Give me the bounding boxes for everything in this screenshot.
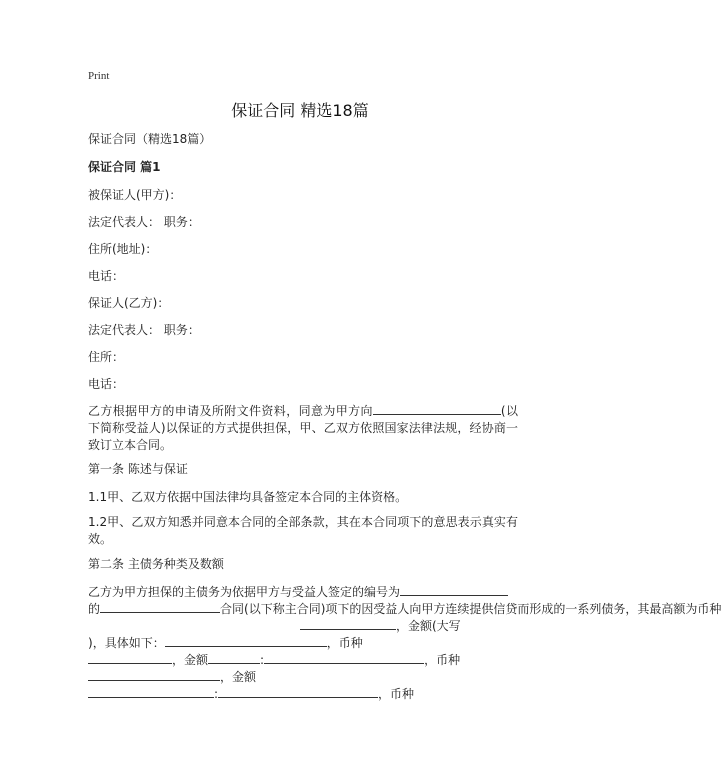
legal-rep-label-2: 法定代表人： 职务： — [88, 323, 200, 337]
detail-blank-5 — [88, 669, 220, 681]
document-subtitle: 保证合同（精选18篇） — [88, 132, 212, 146]
address-label-2: 住所： — [88, 350, 125, 364]
art2-text-2a: 的 — [88, 602, 101, 616]
detail-blank-1 — [165, 635, 327, 647]
art2-text-3a: ，金额(大写 — [396, 619, 461, 633]
address-label-1: 住所(地址)： — [88, 242, 158, 256]
art2-line-5 — [88, 652, 460, 669]
art2-text-3b: ) — [88, 636, 93, 650]
currency-label-1: ，币种 — [326, 636, 363, 650]
art2-line-1 — [88, 584, 508, 601]
detail-blank-3 — [208, 652, 260, 664]
section-title: 保证合同 篇1 — [88, 160, 161, 174]
max-amount-blank — [300, 618, 396, 630]
document-title: 保证合同 精选18篇 — [231, 101, 369, 120]
art2-line-6 — [88, 669, 256, 686]
clause-1-1: 1.1甲、乙双方依据中国法律均具备签定本合同的主体资格。 — [88, 490, 408, 504]
beneficiary-blank — [373, 403, 501, 415]
colon-2: : — [214, 687, 219, 701]
detail-blank-7 — [218, 686, 378, 698]
print-link[interactable]: Print — [88, 70, 110, 82]
art2-line-2 — [88, 601, 721, 618]
colon-1: : — [260, 653, 265, 667]
art2-text-2b: 合同(以下称主合同)项下的因受益人向甲方连续提供信贷而形成的一系列债务，其最高额为币种 — [220, 602, 721, 616]
article-2-title: 第二条 主债务种类及数额 — [88, 557, 224, 571]
detail-blank-4 — [264, 652, 424, 664]
legal-rep-label-1: 法定代表人： 职务： — [88, 215, 200, 229]
guarantee-party-label: 被保证人(甲方)： — [88, 188, 182, 202]
detail-blank-2 — [88, 652, 172, 664]
art2-line-4 — [88, 635, 363, 652]
currency-label-2: ，币种 — [424, 653, 461, 667]
clause-1-2: 1.2甲、乙双方知悉并同意本合同的全部条款，其在本合同项下的意思表示真实有效。 — [88, 515, 518, 546]
guarantor-label: 保证人(乙方)： — [88, 296, 170, 310]
art2-line-3 — [88, 618, 461, 635]
phone-label-2: 电话： — [88, 377, 125, 391]
phone-label-1: 电话： — [88, 269, 125, 283]
currency-label-3: ，币种 — [378, 687, 415, 701]
contract-number-blank — [400, 584, 508, 596]
detail-blank-6 — [88, 686, 214, 698]
intro-paragraph — [88, 403, 518, 454]
amount-label-2: ，金额 — [220, 670, 257, 684]
article-1-title: 第一条 陈述与保证 — [88, 462, 188, 476]
amount-label-1: ，金额 — [172, 653, 209, 667]
contract-name-blank — [100, 601, 220, 613]
intro-text-b: (以下简称受益人)以保证的方式提供担保，甲、乙双方依照国家法律法规，经协商一致订立本合同。 — [88, 404, 518, 452]
intro-text-a: 乙方根据甲方的申请及所附文件资料，同意为甲方向 — [88, 404, 373, 418]
art2-text-1: 乙方为甲方担保的主债务为依据甲方与受益人签定的编号为 — [88, 585, 401, 599]
art2-text-3c: ，具体如下： — [92, 636, 165, 650]
art2-line-7 — [88, 686, 414, 703]
